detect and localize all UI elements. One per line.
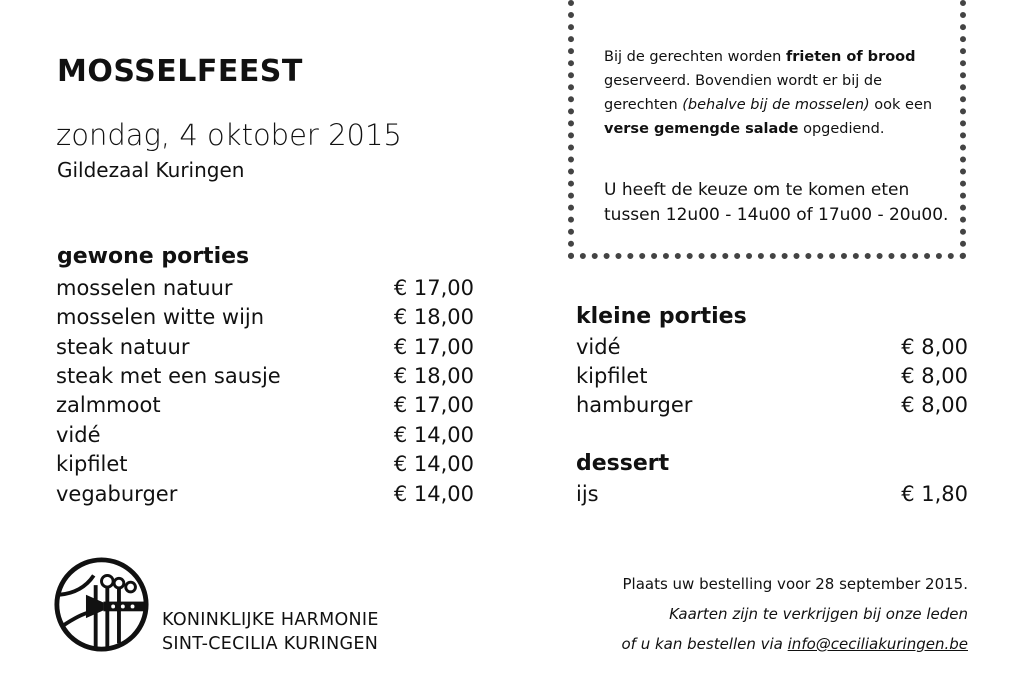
org-name-line2: SINT-CECILIA KURINGEN: [162, 634, 379, 654]
menu-item-name: vegaburger: [56, 482, 178, 506]
menu-item-price: € 8,00: [901, 364, 968, 388]
menu-item-price: € 1,80: [901, 482, 968, 506]
menu-item: [56, 333, 474, 362]
menu-item: [576, 391, 968, 420]
event-venue: Gildezaal Kuringen: [57, 158, 245, 182]
menu-item-price: € 17,00: [393, 393, 474, 417]
menu-item-name: mosselen natuur: [56, 276, 233, 300]
harmonie-logo-icon: [53, 556, 150, 653]
menu-item-name: ijs: [576, 482, 599, 506]
menu-item: [56, 480, 474, 509]
email-link[interactable]: info@ceciliakuringen.be: [787, 635, 968, 653]
menu-item-name: mosselen witte wijn: [56, 305, 265, 329]
section-heading-dessert: dessert: [576, 451, 670, 476]
menu-item-name: steak met een sausje: [56, 364, 281, 388]
menu-item: [576, 480, 968, 509]
menu-item-price: € 14,00: [393, 482, 474, 506]
info-highlight-salad: verse gemengde salade: [604, 121, 799, 137]
section-heading-small: kleine porties: [576, 304, 747, 329]
menu-item-price: € 18,00: [393, 364, 474, 388]
menu-item-name: kipfilet: [56, 452, 128, 476]
menu-item: [56, 303, 474, 332]
order-contact: of u kan bestellen via info@ceciliakuringen.be: [621, 635, 968, 653]
menu-item: [56, 391, 474, 420]
menu-item-price: € 18,00: [393, 305, 474, 329]
ticket-info: Kaarten zijn te verkrijgen bij onze leden: [669, 605, 968, 623]
menu-item-price: € 8,00: [901, 335, 968, 359]
info-exception: (behalve bij de mosselen): [682, 97, 870, 113]
menu-item-name: steak natuur: [56, 335, 190, 359]
menu-item: [576, 362, 968, 391]
section-heading-regular: gewone porties: [57, 244, 250, 269]
menu-item-price: € 8,00: [901, 393, 968, 417]
menu-item-name: vidé: [576, 335, 621, 359]
menu-item-name: zalmmoot: [56, 393, 161, 417]
info-highlight-fries: frieten of brood: [785, 49, 916, 65]
menu-item-name: hamburger: [576, 393, 693, 417]
menu-item: [56, 362, 474, 391]
page-title: MOSSELFEEST: [57, 54, 303, 89]
event-date: zondag, 4 oktober 2015: [56, 118, 402, 152]
menu-item-price: € 14,00: [393, 423, 474, 447]
menu-item: [56, 421, 474, 450]
org-name-line1: KONINKLIJKE HARMONIE: [162, 610, 379, 630]
menu-item-price: € 17,00: [393, 276, 474, 300]
menu-item: [56, 274, 474, 303]
menu-item-price: € 17,00: [393, 335, 474, 359]
menu-item-price: € 14,00: [393, 452, 474, 476]
menu-item: [576, 333, 968, 362]
info-time-slots: U heeft de keuze om te komen eten tussen 12u00 - 14u00 of 17u00 - 20u00.: [604, 180, 949, 225]
menu-item: [56, 450, 474, 479]
menu-item-name: kipfilet: [576, 364, 648, 388]
menu-item-name: vidé: [56, 423, 101, 447]
info-side-dishes: Bij de gerechten worden frieten of brood geserveerd. Bovendien wordt er bij de gerechten (behalve bij de mosselen) ook een verse gemengde salade opgediend.: [604, 49, 933, 137]
order-deadline: Plaats uw bestelling voor 28 september 2015.: [622, 575, 968, 593]
